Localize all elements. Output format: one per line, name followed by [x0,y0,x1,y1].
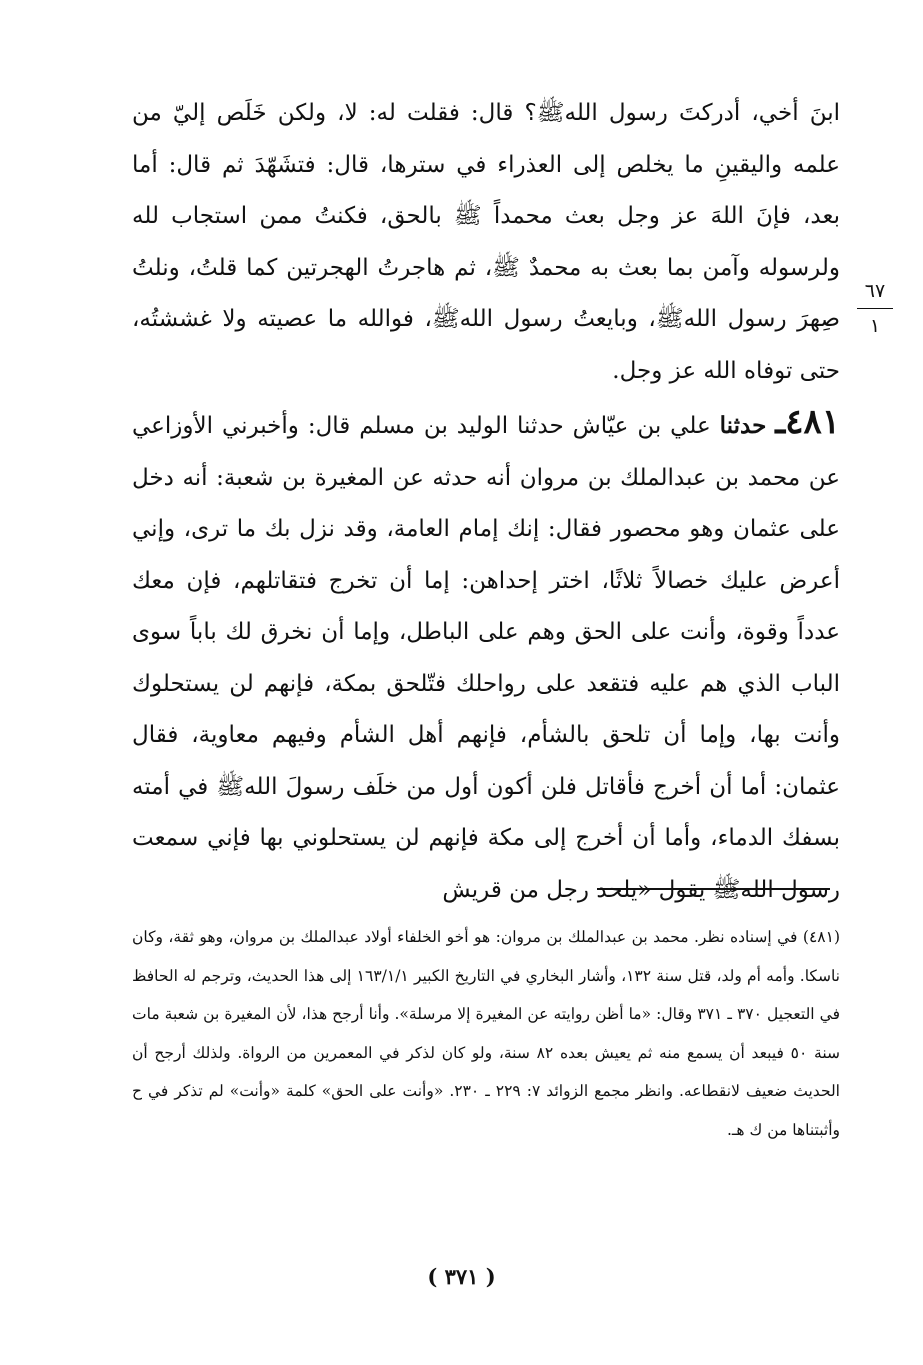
main-text [132,88,840,916]
margin-page: ١ [869,315,881,337]
page-number: ( ٣٧١ ) [427,1264,496,1289]
hadith-label: حدثنا [719,412,767,439]
footnote-divider [597,888,830,890]
paragraph-continuation: ابنَ أخي، أدركتَ رسول اللهﷺ؟ قال: فقلت له: لا، ولكن خَلَص إليّ من علمه واليقينِ ما يخلص إلى العذراء في سترها، قال: فتشَهّدَ ثم قال: أما بعد، فإنَ اللهَ عز وجل بعث محمداً ﷺ بالحق، فكنتُ ممن استجاب لله ولرسوله وآمن بما بعث به محمدٌ ﷺ، ثم هاجرتُ الهجرتين كما قلتُ، ونلتُ صِهرَ رسول اللهﷺ، وبايعتُ رسول اللهﷺ، فوالله ما عصيته ولا غششتُه، حتى توفاه الله عز وجل. [132,100,840,384]
margin-reference [857,278,893,339]
hadith-paragraph [132,397,840,916]
hadith-number: ٤٨١ـ [775,402,840,442]
footnote-text: (٤٨١) في إسناده نظر. محمد بن عبدالملك بن مروان: هو أخو الخلفاء أولاد عبدالملك بن مروان، وهو ثقة، وكان ناسكا. وأمه أم ولد، قتل سنة ١٣٢، وأشار البخاري في التاريخ الكبير ١٦٣/١/١ إلى هذا الحديث، وترجم له الحافظ في التعجيل ٣٧٠ ـ ٣٧١ وقال: «ما أظن روايته عن المغيرة إلا مرسلة». وأنا أرجح هذا، لأن المغيرة بن شعبة مات سنة ٥٠ فيبعد أن يسمع منه ثم يعيش بعده ٨٢ سنة، ولو كان لذكر في المعمرين من الرواة. ولذلك أرجح أن الحديث ضعيف لانقطاعه. وانظر مجمع الزوائد ٧: ٢٢٩ ـ ٢٣٠. «وأنت على الحق» كلمة «وأنت» لم تذكر في ح وأثبتناها من ك هـ. [132,928,840,1139]
hadith-text: علي بن عيّاش حدثنا الوليد بن مسلم قال: وأخبرني الأوزاعي عن محمد بن عبدالملك بن مروان أنه حدثه عن المغيرة بن شعبة: أنه دخل على عثمان وهو محصور فقال: إنك إمام العامة، وقد نزل بك ما ترى، وإني أعرض عليك خصالاً ثلاثًا، اختر إحداهن: إما أن تخرج فتقاتلهم، فإن معك عدداً وقوة، وأنت على الحق وهم على الباطل، وإما أن نخرق لك باباً سوى الباب الذي هم عليه فتقعد على رواحلك فتّلحق بمكة، فإنهم لن يستحلوك وأنت بها، وإما أن تلحق بالشأم، فإنهم أهل الشأم وفيهم معاوية، فقال عثمان: أما أن أخرج فأقاتل فلن أكون أول من خلَف رسولَ اللهﷺ في أمته بسفك الدماء، وأما أن أخرج إلى مكة فإنهم لن يستحلوني بها فإني سمعت رسول اللهﷺ يقول «يلحد رجل من قريش [132,413,840,903]
margin-volume: ٦٧ [857,278,893,309]
footnote [132,918,840,1149]
